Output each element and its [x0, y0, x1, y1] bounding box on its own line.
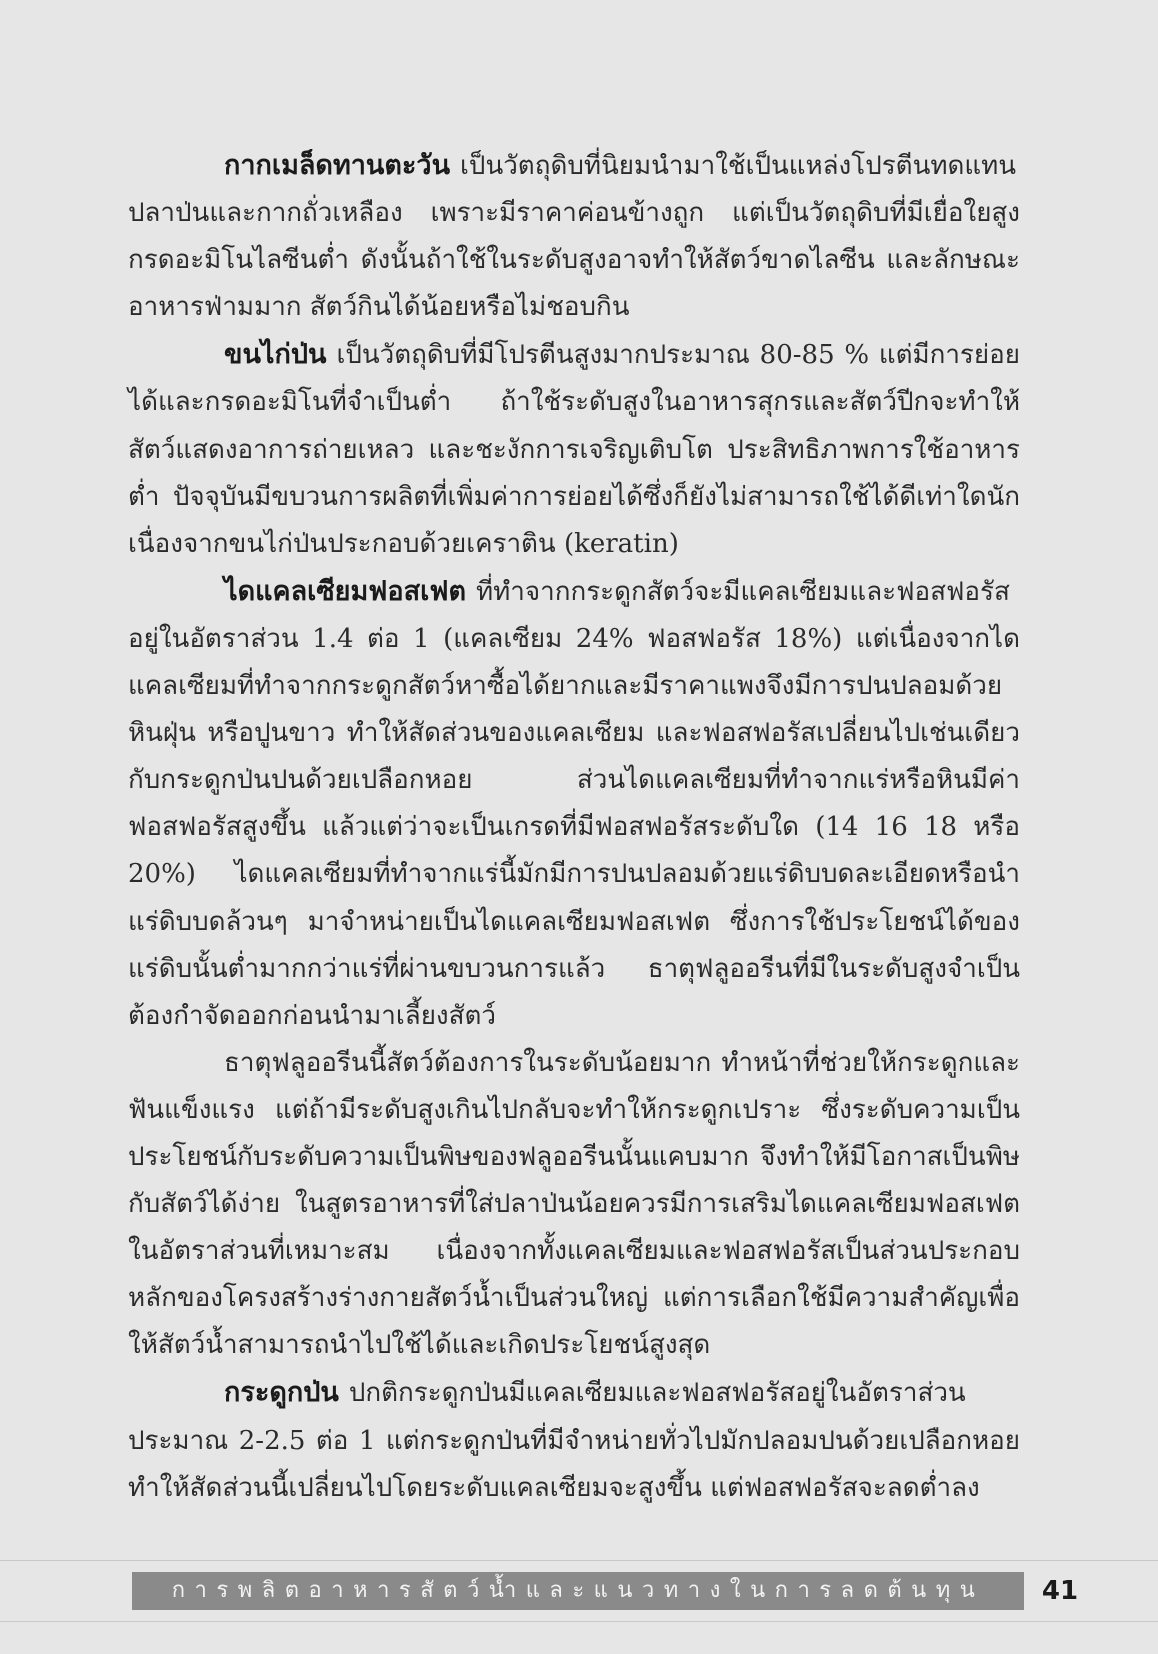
- paragraph-text: เป็นวัตถุดิบที่มีโปรตีนสูงมากประมาณ 80-85 % แต่มีการย่อยได้และกรดอะมิโนที่จำเป็นต่ำ ถ้าใช้ระดับสูงในอาหารสุกรและสัตว์ปีกจะทำให้สัตว์แสดงอาการถ่ายเหลว และชะงักการเจริญเติบโต ประสิทธิภาพการใช้อาหารต่ำ ปัจจุบันมีขบวนการผลิตที่เพิ่มค่าการย่อยได้ซึ่งก็ยังไม่สามารถใช้ได้ดีเท่าใดนัก เนื่องจากขนไก่ป่นประกอบด้วยเคราติน (keratin): [128, 340, 1020, 559]
- paragraph-dicalcium-phosphate: [128, 568, 1020, 1040]
- paragraph-feather-meal: [128, 331, 1020, 567]
- term-heading: ขนไก่ป่น: [224, 339, 327, 371]
- page-number: 41: [1041, 1576, 1079, 1606]
- footer-rule-top: [0, 1560, 1158, 1561]
- term-heading: ไดแคลเซียมฟอสเฟต: [224, 575, 466, 607]
- paragraph-bone-meal: [128, 1369, 1020, 1511]
- term-heading: กากเมล็ดทานตะวัน: [224, 150, 451, 181]
- running-footer-title: การพลิตอาหารสัตว์น้ำและแนวทางในการลดต้นทุน: [132, 1572, 1024, 1610]
- term-heading: กระดูกป่น: [224, 1377, 339, 1409]
- paragraph-text: ปกติกระดูกป่นมีแคลเซียมและฟอสฟอรัสอยู่ในอัตราส่วนประมาณ 2-2.5 ต่อ 1 แต่กระดูกป่นที่มีจำหน่ายทั่วไปมักปลอมปนด้วยเปลือกหอยทำให้สัดส่วนนี้เปลี่ยนไปโดยระดับแคลเซียมจะสูงขึ้น แต่ฟอสฟอรัสจะลดต่ำลง: [128, 1378, 1020, 1503]
- paragraph-fluorine: [128, 1040, 1020, 1370]
- body-text: [128, 142, 1020, 1512]
- paragraph-text: ที่ทำจากกระดูกสัตว์จะมีแคลเซียมและฟอสฟอรัสอยู่ในอัตราส่วน 1.4 ต่อ 1 (แคลเซียม 24% ฟอสฟอรัส 18%) แต่เนื่องจากไดแคลเซียมที่ทำจากกระดูกสัตว์หาซื้อได้ยากและมีราคาแพงจึงมีการปนปลอมด้วยหินฝุ่น หรือปูนขาว ทำให้สัดส่วนของแคลเซียม และฟอสฟอรัสเปลี่ยนไปเช่นเดียวกับกระดูกป่นปนด้วยเปลือกหอย ส่วนไดแคลเซียมที่ทำจากแร่หรือหินมีค่าฟอสฟอรัสสูงขึ้น แล้วแต่ว่าจะเป็นเกรดที่มีฟอสฟอรัสระดับใด (14 16 18 หรือ 20%) ไดแคลเซียมที่ทำจากแร่นี้มักมีการปนปลอมด้วยแร่ดิบบดละเอียดหรือนำแร่ดิบบดล้วนๆ มาจำหน่ายเป็นไดแคลเซียมฟอสเฟต ซึ่งการใช้ประโยชน์ได้ของแร่ดิบนั้นต่ำมากกว่าแร่ที่ผ่านขบวนการแล้ว ธาตุฟลูออรีนที่มีในระดับสูงจำเป็นต้องกำจัดออกก่อนนำมาเลี้ยงสัตว์: [128, 576, 1020, 1031]
- footer-rule-bottom: [0, 1621, 1158, 1622]
- paragraph-text: เป็นวัตถุดิบที่นิยมนำมาใช้เป็นแหล่งโปรตีนทดแทนปลาป่นและกากถั่วเหลือง เพราะมีราคาค่อนข้างถูก แต่เป็นวัตถุดิบที่มีเยื่อใยสูง กรดอะมิโนไลซีนต่ำ ดังนั้นถ้าใช้ในระดับสูงอาจทำให้สัตว์ขาดไลซีน และลักษณะอาหารฟ่ามมาก สัตว์กินได้น้อยหรือไม่ชอบกิน: [128, 151, 1020, 323]
- paragraph-text: ธาตุฟลูออรีนนี้สัตว์ต้องการในระดับน้อยมาก ทำหน้าที่ช่วยให้กระดูกและฟันแข็งแรง แต่ถ้ามีระดับสูงเกินไปกลับจะทำให้กระดูกเปราะ ซึ่งระดับความเป็นประโยชน์กับระดับความเป็นพิษของฟลูออรีนนั้นแคบมาก จึงทำให้มีโอกาสเป็นพิษกับสัตว์ได้ง่าย ในสูตรอาหารที่ใส่ปลาป่นน้อยควรมีการเสริมไดแคลเซียมฟอสเฟตในอัตราส่วนที่เหมาะสม เนื่องจากทั้งแคลเซียมและฟอสฟอรัสเป็นส่วนประกอบหลักของโครงสร้างร่างกายสัตว์น้ำเป็นส่วนใหญ่ แต่การเลือกใช้มีความสำคัญเพื่อให้สัตว์น้ำสามารถนำไปใช้ได้และเกิดประโยชน์สูงสุด: [128, 1047, 1020, 1361]
- paragraph-sunflower-meal: [128, 142, 1020, 331]
